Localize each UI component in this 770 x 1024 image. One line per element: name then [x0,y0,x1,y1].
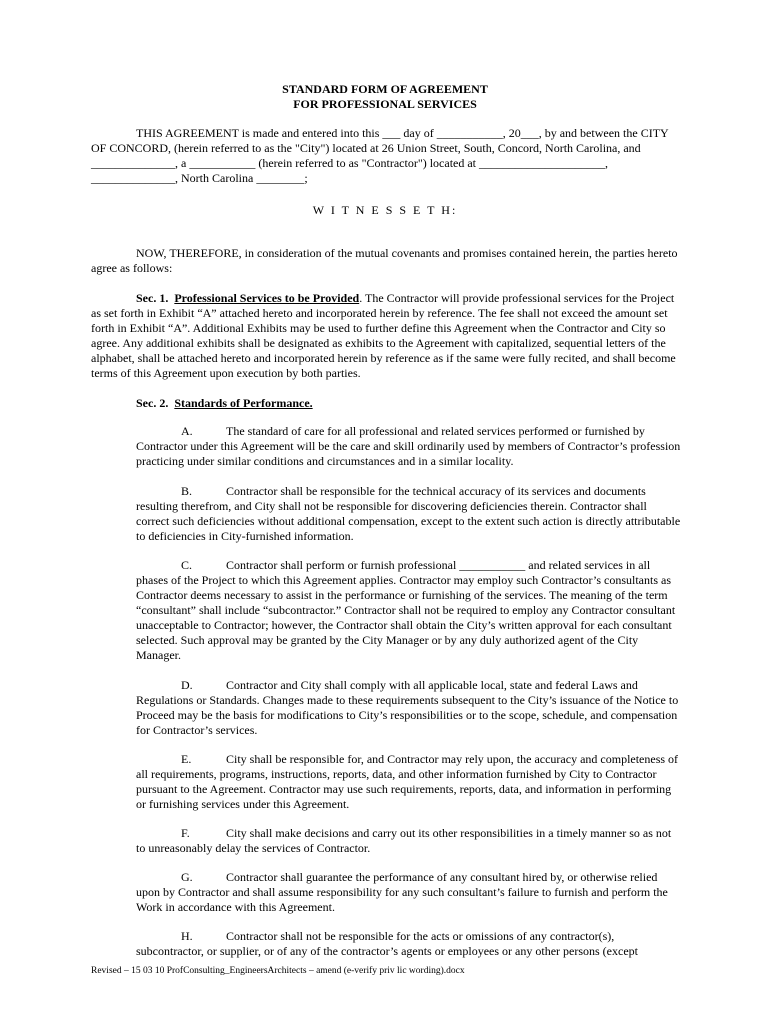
section-1-label: Sec. 1. [136,291,169,305]
section-2-item-f [136,826,681,856]
item-f-paragraph [136,826,681,856]
section-2-title: Standards of Performance. [174,396,313,410]
item-text: Contractor shall perform or furnish professional ___________ and related services in all phases of the Project to which this Agreement applies. Contractor may employ such Contractor’s consultants as Contractor deems necessary to assist in the performance or furnishing of the services. The meaning of the term “consultant” shall include “subcontractor.” Contractor shall not be required to employ any Contractor consultant unacceptable to Contractor; however, the Contractor shall obtain the City’s written approval for each consultant selected. Such approval may be granted by the City Manager or by any duly authorized agent of the City Manager. [136,558,676,662]
item-letter: H. [181,929,193,943]
document-title-line2: FOR PROFESSIONAL SERVICES [293,97,477,111]
section-2-item-b [136,484,681,544]
section-2-item-a [136,424,681,469]
now-therefore-paragraph [91,246,681,276]
item-text: Contractor shall not be responsible for the acts or omissions of any contractor(s), subcontractor, or supplier, or of any of the contractor’s agents or employees or any other persons (except [136,929,638,958]
item-c-paragraph [136,558,681,663]
item-g-paragraph [136,870,681,915]
item-text: Contractor shall be responsible for the technical accuracy of its services and documents resulting therefrom, and City shall not be responsible for discovering deficiencies therein. Contractor shall correct such deficiencies without additional compensation, except to the extent such action is directly attributable to deficiencies in City-furnished information. [136,484,681,543]
item-b-paragraph [136,484,681,544]
section-1-text: . The Contractor will provide professional services for the Project as set forth in Exhibit “A” attached hereto and incorporated herein by reference. The fee shall not exceed the amount set forth in Exhibit “A”. Additional Exhibits may be used to further define this Agreement when the Contractor and City so agree. Any additional exhibits shall be designated as exhibits to the Agreement with capitalized, sequential letters of the alphabet, shall be attached hereto and incorporated herein by reference as if the same were fully recited, and shall become terms of this Agreement upon execution by both parties. [91,291,676,380]
document-title-line1: STANDARD FORM OF AGREEMENT [282,82,488,96]
item-text: City shall be responsible for, and Contractor may rely upon, the accuracy and completeness of all requirements, programs, instructions, reports, data, and other information furnished by City to Contractor pursuant to the Agreement. Contractor may use such requirements, reports, data, and information in performing or furnishing services under this Agreement. [136,752,679,811]
item-text: Contractor shall guarantee the performance of any consultant hired by, or otherwise relied upon by Contractor and shall assume responsibility for any such consultant’s failure to furnish and perform the Work in accordance with this Agreement. [136,870,668,914]
section-1-paragraph [91,291,681,381]
witnesseth-heading: W I T N E S S E T H: [312,203,458,217]
section-2-heading-line [91,396,681,411]
section-2-item-g [136,870,681,915]
item-letter: E. [181,752,192,766]
now-therefore-text: NOW, THEREFORE, in consideration of the mutual covenants and promises contained herein, the parties hereto agree as follows: [91,246,678,275]
item-text: The standard of care for all professional and related services performed or furnished by Contractor under this Agreement will be the care and skill ordinarily used by members of Contractor’s profession practicing under similar conditions and circumstances and in a similar locality. [136,424,681,468]
item-h-paragraph [136,929,681,959]
intro-text: THIS AGREEMENT is made and entered into this ___ day of ___________, 20___, by and between the CITY OF CONCORD, (herein referred to as the "City") located at 26 Union Street, South, Concord, North Carolina, and ______________, a ___________ (herein referred to as "Contractor") located at _____________________, ______________, North Carolina ________; [91,126,669,185]
section-2-heading [91,396,681,411]
section-1-title: Professional Services to be Provided [174,291,360,305]
intro-paragraph [91,126,681,186]
section-2-item-e [136,752,681,812]
item-a-paragraph [136,424,681,469]
item-letter: G. [181,870,193,884]
item-letter: B. [181,484,193,498]
item-e-paragraph [136,752,681,812]
item-letter: D. [181,678,193,692]
item-letter: A. [181,424,193,438]
item-d-paragraph [136,678,681,738]
section-2-item-h [136,929,681,959]
section-1 [91,291,681,381]
item-text: Contractor and City shall comply with all applicable local, state and federal Laws and Regulations or Standards. Changes made to these requirements subsequent to the City’s issuance of the Notice to Proceed may be the basis for modifications to City’s responsibilities or to the scope, schedule, and compensation for Contractor’s services. [136,678,679,737]
document-footer: Revised – 15 03 10 ProfConsulting_EngineersArchitects – amend (e-verify priv lic wording).docx [91,966,465,976]
section-2-item-c [136,558,681,663]
item-letter: F. [181,826,190,840]
item-text: City shall make decisions and carry out its other responsibilities in a timely manner so as not to unreasonably delay the services of Contractor. [136,826,672,855]
item-letter: C. [181,558,193,572]
section-2-label: Sec. 2. [136,396,169,410]
section-2-item-d [136,678,681,738]
